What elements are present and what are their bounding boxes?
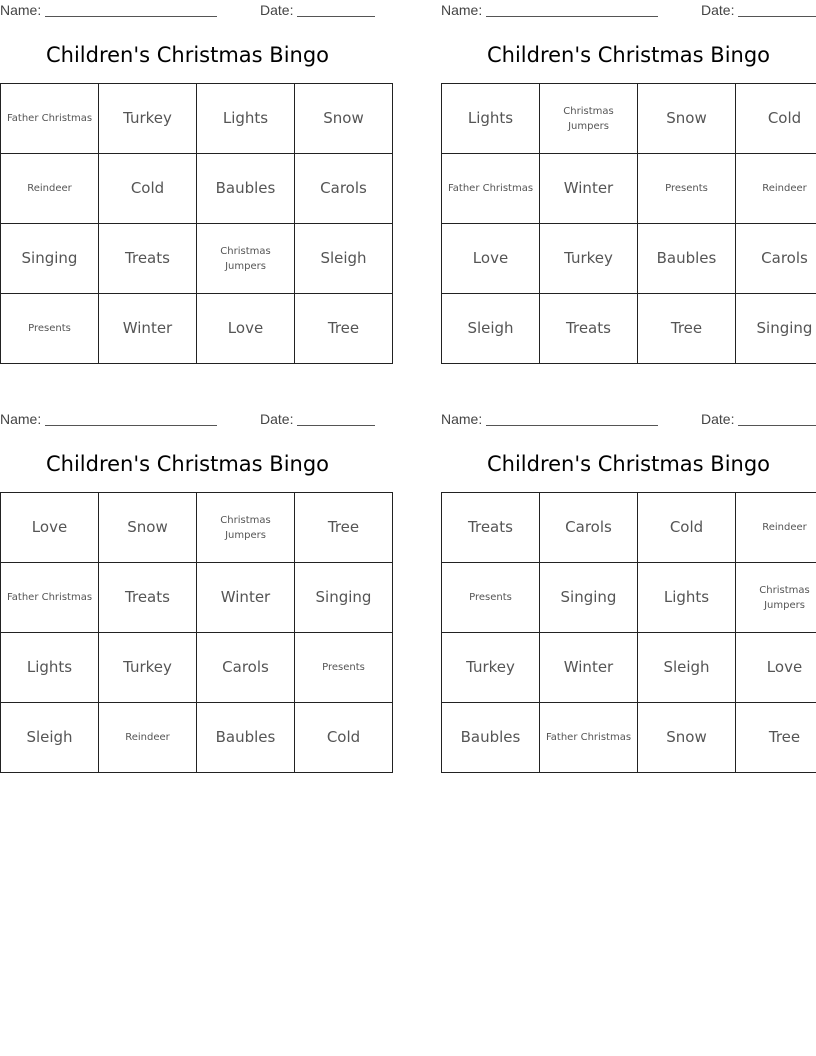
bingo-cell: Sleigh <box>442 294 540 364</box>
bingo-cell: Tree <box>295 493 393 563</box>
bingo-cell: Turkey <box>540 224 638 294</box>
date-blank <box>738 425 816 426</box>
bingo-cell: Cold <box>99 154 197 224</box>
bingo-cell: Treats <box>442 493 540 563</box>
bingo-cell: Love <box>197 294 295 364</box>
bingo-cell: Singing <box>295 563 393 633</box>
bingo-cell: Snow <box>99 493 197 563</box>
card-header <box>441 411 816 427</box>
grid-row <box>1 224 393 294</box>
bingo-cell: Father Christmas <box>540 703 638 773</box>
bingo-cell: Sleigh <box>295 224 393 294</box>
bingo-cell: Singing <box>1 224 99 294</box>
date-label: Date: <box>701 2 735 18</box>
bingo-grid <box>0 83 393 364</box>
bingo-cell: Love <box>442 224 540 294</box>
name-label: Name: <box>441 2 483 18</box>
grid-row <box>1 703 393 773</box>
grid-row <box>442 224 816 294</box>
bingo-cell: Tree <box>638 294 736 364</box>
grid-row <box>442 633 816 703</box>
bingo-cell: Presents <box>295 633 393 703</box>
bingo-cell: Winter <box>99 294 197 364</box>
bingo-cell: Love <box>736 633 816 703</box>
bingo-cell: Reindeer <box>1 154 99 224</box>
name-blank <box>45 16 217 17</box>
bingo-cell: Presents <box>638 154 736 224</box>
name-label: Name: <box>441 411 483 427</box>
bingo-cell: Turkey <box>99 633 197 703</box>
bingo-cell: Lights <box>197 84 295 154</box>
bingo-cell: Singing <box>736 294 816 364</box>
bingo-cell: Christmas Jumpers <box>197 493 295 563</box>
bingo-card-2 <box>441 0 816 372</box>
bingo-cell: Presents <box>442 563 540 633</box>
bingo-cell: Reindeer <box>736 154 816 224</box>
bingo-cell: Father Christmas <box>442 154 540 224</box>
bingo-cell: Snow <box>638 703 736 773</box>
bingo-cell: Presents <box>1 294 99 364</box>
bingo-grid <box>441 492 816 773</box>
date-blank <box>297 425 375 426</box>
card-title: Children's Christmas Bingo <box>45 452 330 476</box>
grid-row <box>1 563 393 633</box>
bingo-card-4 <box>441 409 816 781</box>
bingo-cell: Winter <box>540 633 638 703</box>
bingo-cell: Christmas Jumpers <box>736 563 816 633</box>
bingo-cell: Snow <box>638 84 736 154</box>
name-label: Name: <box>0 2 42 18</box>
card-title: Children's Christmas Bingo <box>486 43 771 67</box>
grid-row <box>1 633 393 703</box>
card-title: Children's Christmas Bingo <box>486 452 771 476</box>
card-header <box>0 2 375 18</box>
bingo-cell: Snow <box>295 84 393 154</box>
bingo-cell: Winter <box>197 563 295 633</box>
grid-row <box>442 154 816 224</box>
name-blank <box>45 425 217 426</box>
bingo-cell: Singing <box>540 563 638 633</box>
bingo-cell: Turkey <box>442 633 540 703</box>
grid-row <box>1 154 393 224</box>
date-blank <box>297 16 375 17</box>
card-title: Children's Christmas Bingo <box>45 43 330 67</box>
bingo-cell: Treats <box>540 294 638 364</box>
bingo-cell: Baubles <box>442 703 540 773</box>
bingo-cell: Cold <box>295 703 393 773</box>
bingo-cell: Tree <box>736 703 816 773</box>
name-label: Name: <box>0 411 42 427</box>
bingo-cell: Reindeer <box>736 493 816 563</box>
grid-row <box>442 294 816 364</box>
bingo-grid <box>0 492 393 773</box>
bingo-cell: Christmas Jumpers <box>540 84 638 154</box>
bingo-cell: Lights <box>1 633 99 703</box>
bingo-card-1 <box>0 0 375 372</box>
grid-row <box>1 84 393 154</box>
bingo-cell: Baubles <box>197 154 295 224</box>
date-blank <box>738 16 816 17</box>
bingo-cell: Treats <box>99 224 197 294</box>
bingo-cell: Love <box>1 493 99 563</box>
bingo-cell: Carols <box>540 493 638 563</box>
bingo-cell: Carols <box>295 154 393 224</box>
bingo-cell: Sleigh <box>638 633 736 703</box>
bingo-cell: Lights <box>442 84 540 154</box>
bingo-cell: Lights <box>638 563 736 633</box>
date-label: Date: <box>701 411 735 427</box>
bingo-cell: Treats <box>99 563 197 633</box>
bingo-cell: Baubles <box>197 703 295 773</box>
date-label: Date: <box>260 2 294 18</box>
bingo-cell: Carols <box>736 224 816 294</box>
bingo-cell: Reindeer <box>99 703 197 773</box>
bingo-cell: Father Christmas <box>1 84 99 154</box>
bingo-cell: Sleigh <box>1 703 99 773</box>
card-header <box>0 411 375 427</box>
bingo-card-3 <box>0 409 375 781</box>
bingo-cell: Cold <box>736 84 816 154</box>
grid-row <box>442 703 816 773</box>
bingo-cell: Baubles <box>638 224 736 294</box>
grid-row <box>442 563 816 633</box>
bingo-cell: Father Christmas <box>1 563 99 633</box>
card-header <box>441 2 816 18</box>
name-blank <box>486 425 658 426</box>
bingo-cell: Christmas Jumpers <box>197 224 295 294</box>
grid-row <box>442 84 816 154</box>
bingo-cell: Tree <box>295 294 393 364</box>
bingo-cell: Turkey <box>99 84 197 154</box>
date-label: Date: <box>260 411 294 427</box>
bingo-grid <box>441 83 816 364</box>
grid-row <box>1 493 393 563</box>
grid-row <box>1 294 393 364</box>
bingo-cell: Cold <box>638 493 736 563</box>
bingo-cell: Winter <box>540 154 638 224</box>
bingo-cell: Carols <box>197 633 295 703</box>
name-blank <box>486 16 658 17</box>
grid-row <box>442 493 816 563</box>
